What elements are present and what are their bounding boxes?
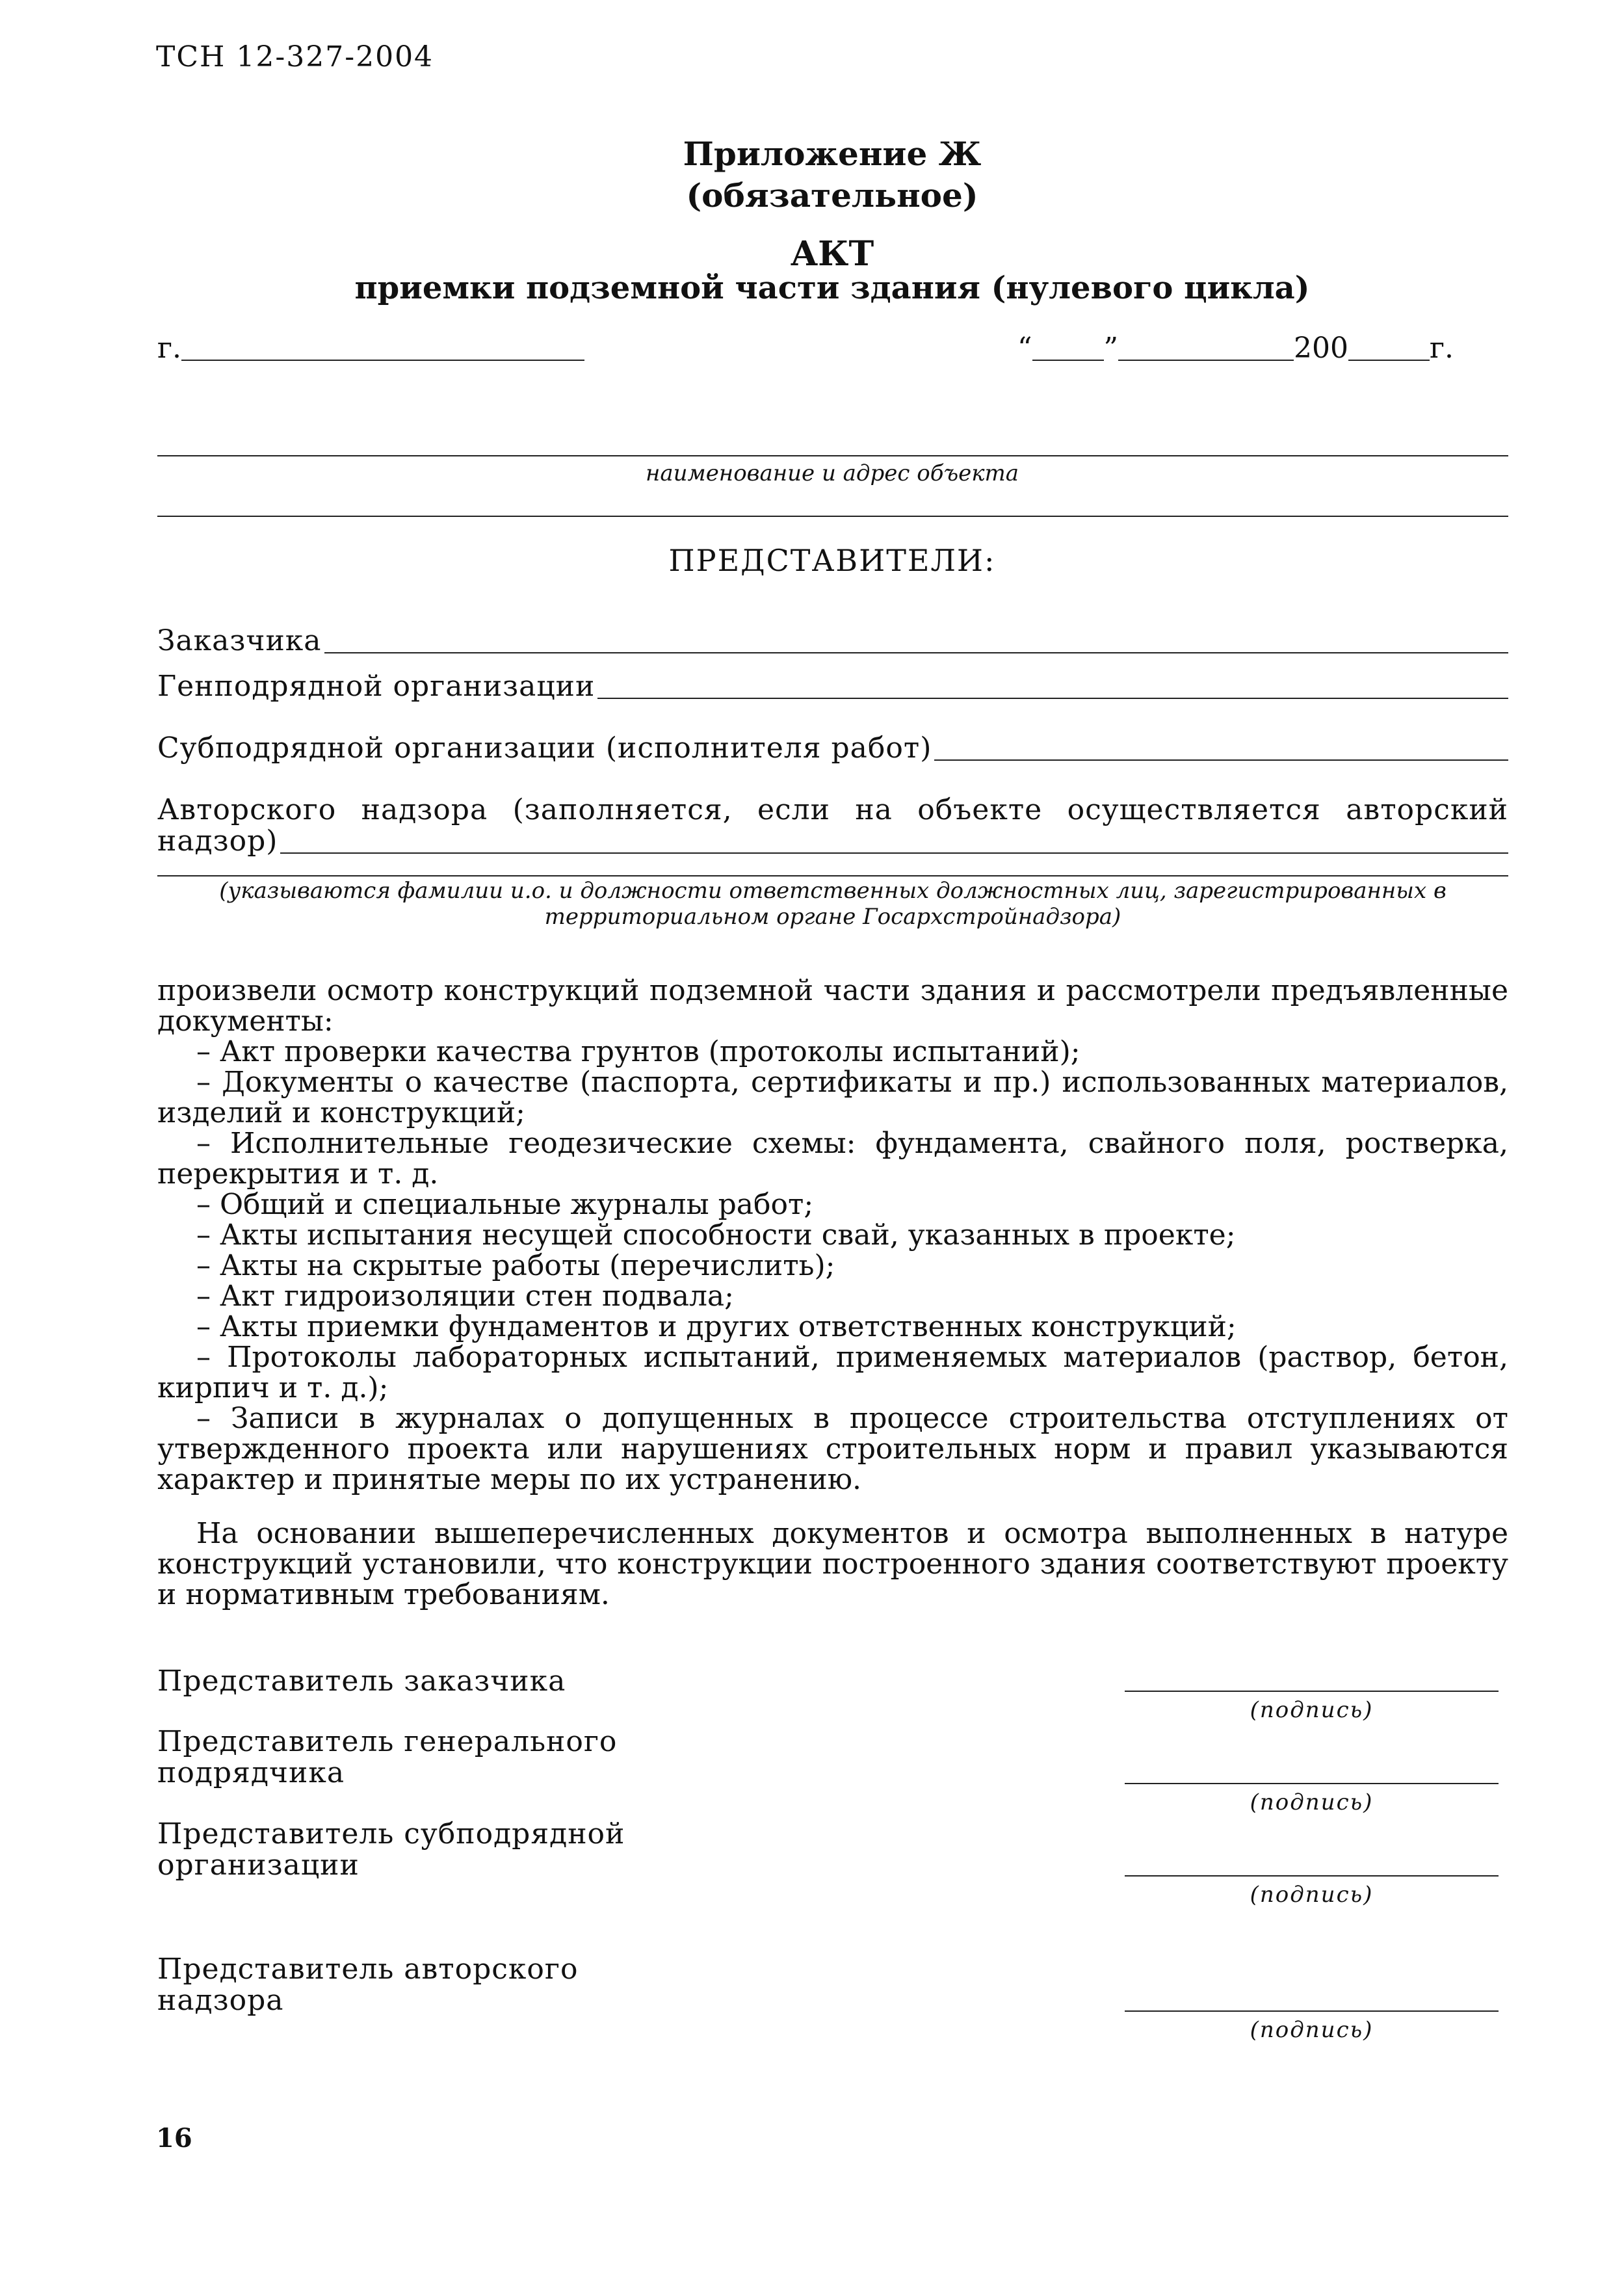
appendix-title: Приложение Ж <box>683 135 982 173</box>
doc-item-9b: кирпич и т. д.); <box>157 1371 389 1404</box>
supervision-blank <box>280 852 1508 854</box>
document-code: ТСН 12-327-2004 <box>156 40 434 73</box>
appendix-status: (обязательное) <box>686 176 978 215</box>
conclusion-line-2: конструкций установили, что конструкции построенного здания соответствуют проекту <box>157 1548 1508 1581</box>
signature-general-label <box>157 1726 617 1789</box>
appendix-heading <box>156 133 1508 217</box>
general-contractor-blank <box>597 698 1508 699</box>
signature-supervision-line-2: надзора <box>157 1984 284 2017</box>
year-prefix: 200 <box>1294 332 1348 365</box>
object-line-2 <box>157 516 1508 517</box>
signature-customer-caption: (подпись) <box>1250 1697 1374 1723</box>
month-blank <box>1118 359 1294 361</box>
date-field <box>1017 332 1454 365</box>
note-line-1: (указываются фамилии и.о. и должности ответственных должностных лиц, зарегистрированных в <box>219 878 1447 904</box>
customer-blank <box>324 652 1508 653</box>
signature-supervision-line-1: Представитель авторского <box>157 1953 579 1986</box>
doc-item-9a: – Протоколы лабораторных испытаний, применяемых материалов (раствор, бетон, <box>196 1341 1508 1374</box>
city-field <box>157 332 584 365</box>
object-caption: наименование и адрес объекта <box>645 460 1019 486</box>
conclusion-line-1: На основании вышеперечисленных документов и осмотра выполненных в натуре <box>196 1517 1508 1550</box>
signature-supervision-caption: (подпись) <box>1250 2017 1374 2043</box>
intro-line-1: произвели осмотр конструкций подземной части здания и рассмотрели предъявленные <box>157 974 1508 1007</box>
supervision-field <box>157 824 1508 858</box>
customer-label: Заказчика <box>157 624 322 657</box>
intro-line-2: документы: <box>157 1005 334 1038</box>
doc-item-10a: – Записи в журналах о допущенных в процессе строительства отступлениях от <box>196 1402 1508 1435</box>
doc-item-2a: – Документы о качестве (паспорта, сертификаты и пр.) использованных материалов, <box>196 1066 1508 1099</box>
subcontractor-blank <box>934 759 1508 761</box>
day-blank <box>1032 359 1104 361</box>
supervision-line-2 <box>157 875 1508 876</box>
signature-sub-label <box>157 1819 625 1881</box>
act-subtitle: приемки подземной части здания (нулевого цикла) <box>354 270 1310 306</box>
signature-supervision-label <box>157 1954 578 2016</box>
subcontractor-field <box>157 731 1508 765</box>
signature-general-line-2: подрядчика <box>157 1756 345 1789</box>
signature-sub-line <box>1125 1875 1499 1877</box>
city-blank <box>181 359 584 361</box>
year-blank <box>1348 359 1430 361</box>
doc-item-7: – Акт гидроизоляции стен подвала; <box>196 1280 734 1313</box>
act-title: АКТ <box>790 234 874 274</box>
signature-sub-caption: (подпись) <box>1250 1882 1374 1908</box>
signature-general-caption: (подпись) <box>1250 1789 1374 1815</box>
signature-supervision-line <box>1125 2010 1499 2012</box>
signature-general-line <box>1125 1783 1499 1784</box>
general-contractor-field <box>157 670 1508 703</box>
note-line-2: территориальном органе Госархстройнадзора) <box>544 904 1121 930</box>
doc-item-8: – Акты приемки фундаментов и других ответственных конструкций; <box>196 1310 1237 1343</box>
conclusion <box>157 1518 1508 1610</box>
supervision-label: надзор) <box>157 824 278 858</box>
doc-item-1: – Акт проверки качества грунтов (протоколы испытаний); <box>196 1035 1080 1068</box>
doc-item-3a: – Исполнительные геодезические схемы: фундамента, свайного поля, ростверка, <box>196 1127 1508 1160</box>
signature-sub-line-2: организации <box>157 1849 360 1882</box>
year-suffix: г. <box>1429 332 1454 365</box>
doc-item-10b: утвержденного проекта или нарушениях строительных норм и правил указываются <box>157 1432 1508 1466</box>
inspection-body <box>157 975 1508 1495</box>
doc-item-6: – Акты на скрытые работы (перечислить); <box>196 1249 835 1282</box>
representatives-heading: ПРЕДСТАВИТЕЛИ: <box>668 543 996 578</box>
subcontractor-label: Субподрядной организации (исполнителя работ) <box>157 731 932 765</box>
doc-item-10c: характер и принятые меры по их устранению. <box>157 1463 862 1496</box>
signature-general-line-1: Представитель генерального <box>157 1725 618 1758</box>
quote-open: “ <box>1017 332 1032 365</box>
supervision-text: Авторского надзора (заполняется, если на объекте осуществляется авторский <box>157 793 1508 826</box>
doc-item-5: – Акты испытания несущей способности свай, указанных в проекте; <box>196 1219 1236 1252</box>
general-contractor-label: Генподрядной организации <box>157 670 596 703</box>
signature-sub-line-1: Представитель субподрядной <box>157 1817 625 1851</box>
city-prefix: г. <box>157 332 182 365</box>
conclusion-line-3: и нормативным требованиям. <box>157 1578 610 1611</box>
customer-field <box>157 624 1508 657</box>
doc-item-4: – Общий и специальные журналы работ; <box>196 1188 814 1221</box>
page-number: 16 <box>156 2123 192 2154</box>
signature-customer-line <box>1125 1691 1499 1692</box>
doc-item-3b: перекрытия и т. д. <box>157 1157 439 1191</box>
doc-item-2b: изделий и конструкций; <box>157 1096 525 1129</box>
signature-customer-label: Представитель заказчика <box>157 1665 566 1698</box>
representatives-note <box>157 878 1508 930</box>
object-line <box>157 455 1508 456</box>
quote-close: ” <box>1103 332 1118 365</box>
